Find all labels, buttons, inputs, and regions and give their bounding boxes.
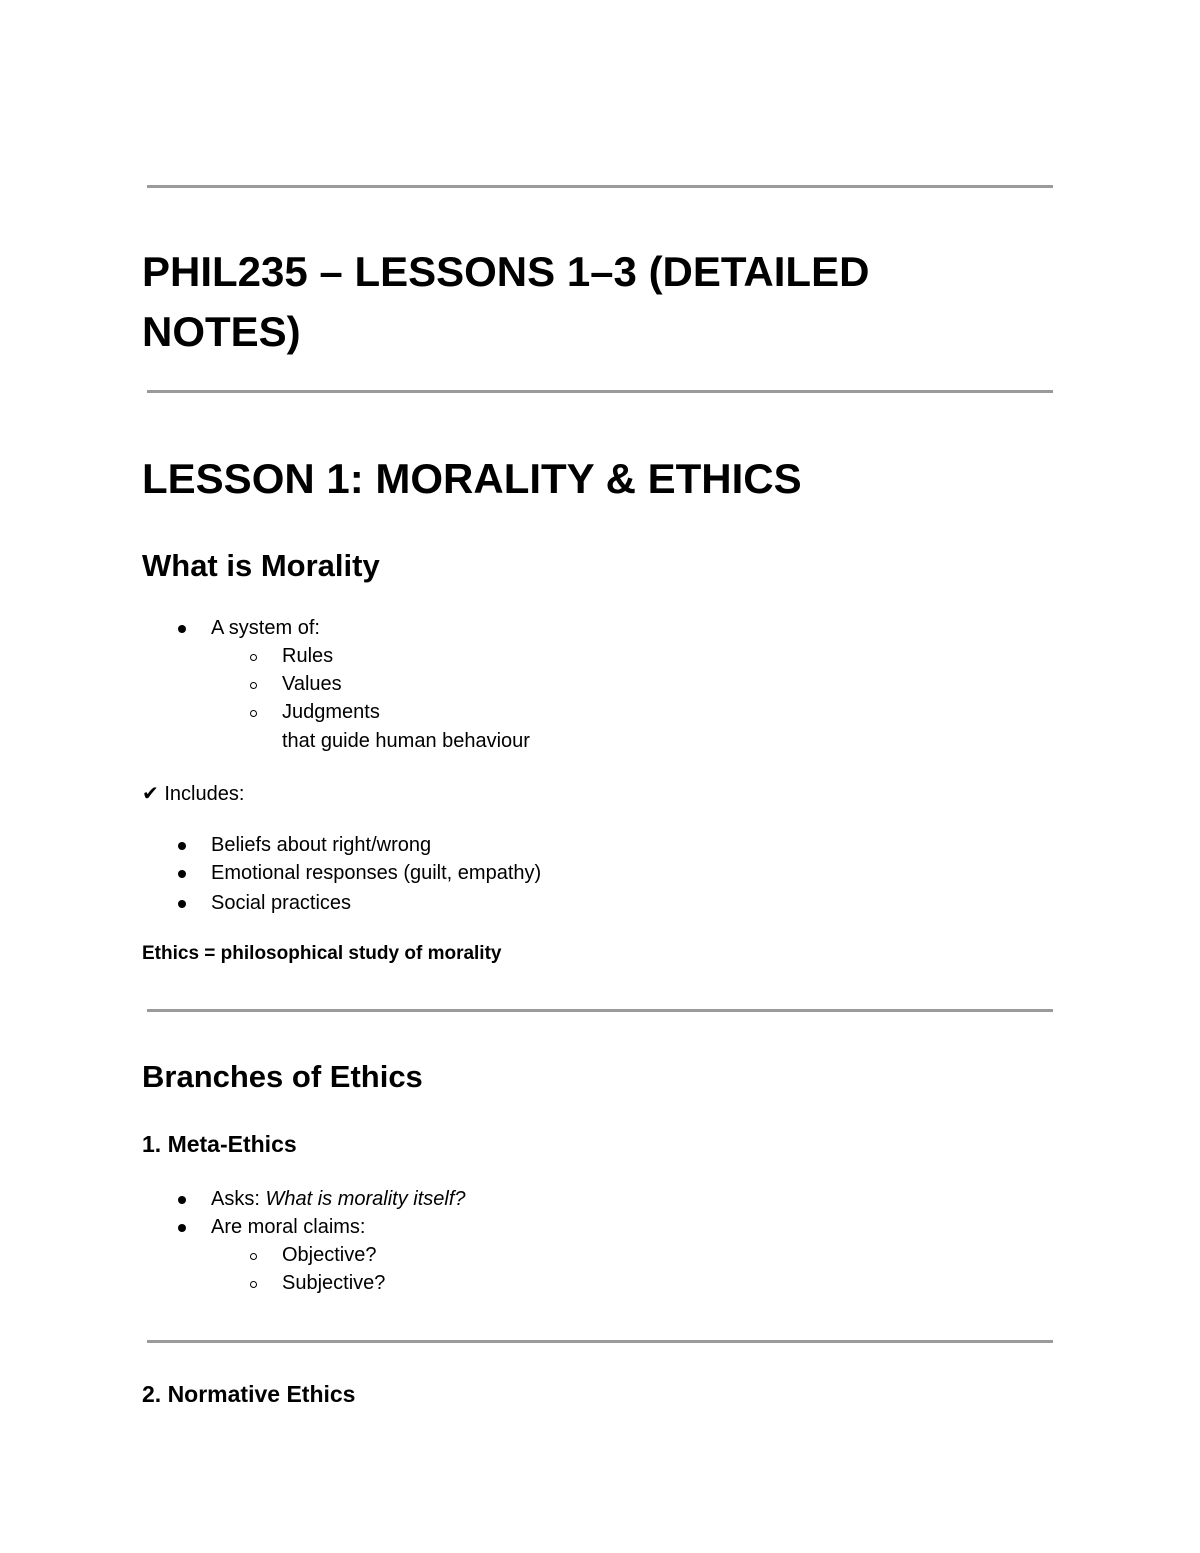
meta-ethics-asks — [211, 1185, 466, 1213]
bullet-circle-icon — [250, 710, 257, 717]
system-item-judgments: Judgments — [282, 701, 380, 723]
bullet-disc-icon — [178, 842, 186, 850]
bullet-disc-icon — [178, 625, 186, 633]
bullet-circle-icon — [250, 1281, 257, 1288]
lesson-1-heading: LESSON 1: MORALITY & ETHICS — [142, 455, 802, 502]
bullet-circle-icon — [250, 682, 257, 689]
bullet-disc-icon — [178, 870, 186, 878]
horizontal-rule — [147, 185, 1053, 188]
meta-ethics-heading: 1. Meta-Ethics — [142, 1131, 297, 1157]
bullet-circle-icon — [250, 1253, 257, 1260]
bullet-disc-icon — [178, 900, 186, 908]
normative-ethics-heading: 2. Normative Ethics — [142, 1381, 356, 1407]
claims-item-objective: Objective? — [282, 1244, 377, 1266]
ethics-definition: Ethics = philosophical study of morality — [142, 943, 502, 964]
horizontal-rule — [147, 390, 1053, 393]
system-continuation: that guide human behaviour — [282, 730, 530, 752]
system-of-label: A system of: — [211, 617, 320, 639]
asks-label: Asks: — [211, 1188, 266, 1210]
includes-item-social: Social practices — [211, 892, 352, 914]
what-is-morality-heading: What is Morality — [142, 548, 380, 583]
asks-question: What is morality itself? — [265, 1188, 466, 1210]
document-title-line-2: NOTES) — [142, 308, 301, 355]
moral-claims-label: Are moral claims: — [211, 1216, 366, 1238]
includes-item-emotional: Emotional responses (guilt, empathy) — [211, 862, 542, 884]
bullet-disc-icon — [178, 1224, 186, 1232]
bullet-disc-icon — [178, 1196, 186, 1204]
includes-line — [142, 779, 244, 808]
branches-heading: Branches of Ethics — [142, 1059, 423, 1094]
horizontal-rule — [147, 1340, 1053, 1343]
includes-label: Includes: — [164, 783, 245, 805]
system-item-values: Values — [282, 673, 342, 695]
claims-item-subjective: Subjective? — [282, 1272, 386, 1294]
horizontal-rule — [147, 1009, 1053, 1012]
document-title-line-1: PHIL235 – LESSONS 1–3 (DETAILED — [142, 248, 870, 295]
system-item-rules: Rules — [282, 645, 334, 667]
bullet-circle-icon — [250, 654, 257, 661]
includes-item-beliefs: Beliefs about right/wrong — [211, 834, 432, 856]
checkmark-icon: ✔ — [142, 781, 159, 805]
